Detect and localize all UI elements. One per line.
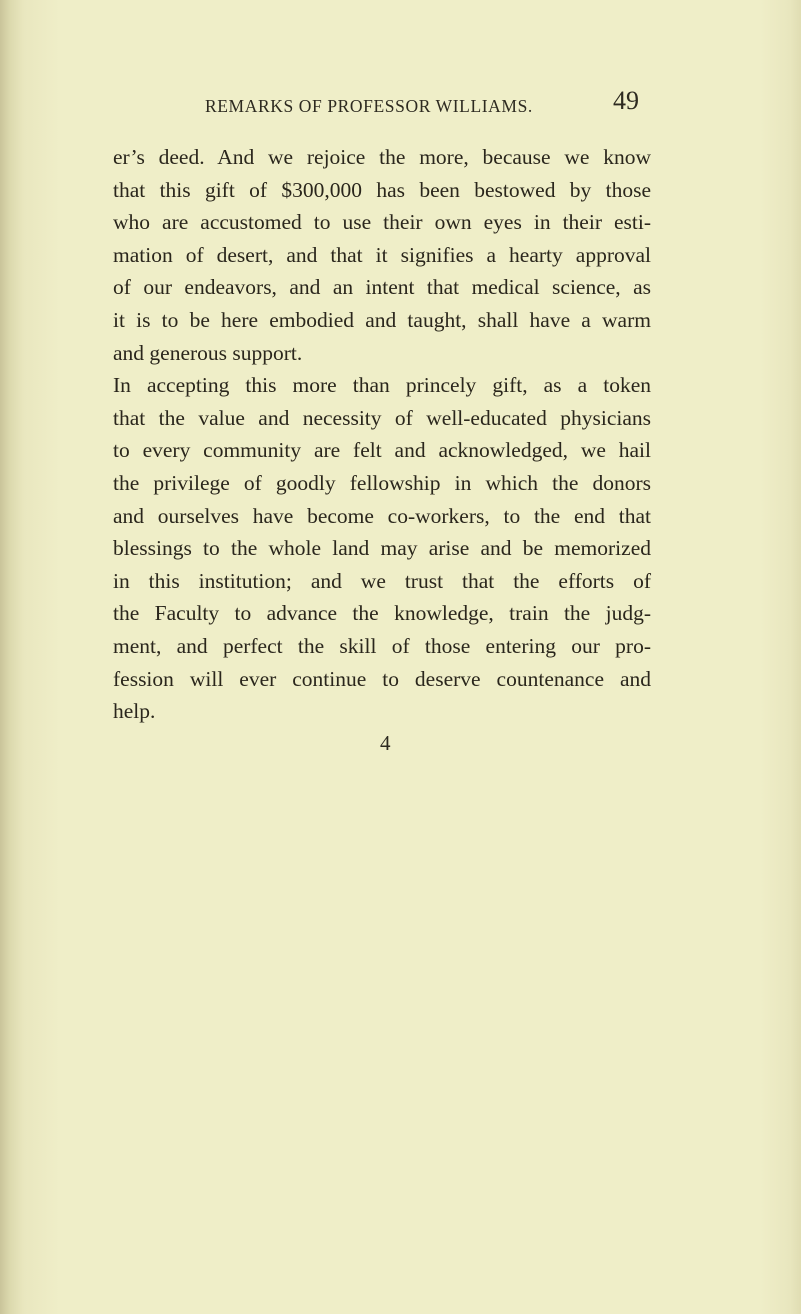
text-line: who are accustomed to use their own eyes in their esti- bbox=[113, 210, 651, 235]
page-number: 49 bbox=[613, 86, 639, 115]
text-line: ment, and perfect the skill of those entering our pro- bbox=[113, 633, 651, 658]
text-line: mation of desert, and that it signifies a hearty approval bbox=[113, 242, 651, 267]
text-line: and generous support. bbox=[113, 340, 303, 365]
text-line: that this gift of $300,000 has been bestowed by those bbox=[113, 177, 651, 202]
text-line: blessings to the whole land may arise and be memorized bbox=[113, 536, 651, 561]
text-line: that the value and necessity of well-educated physicians bbox=[113, 405, 651, 430]
text-line: in this institution; and we trust that the efforts of bbox=[113, 568, 651, 593]
text-line: to every community are felt and acknowledged, we hail bbox=[113, 438, 651, 463]
text-line: fession will ever continue to deserve countenance and bbox=[113, 666, 651, 691]
text-line: help. bbox=[113, 699, 156, 724]
text-line: of our endeavors, and an intent that medical science, as bbox=[113, 275, 651, 300]
running-head: REMARKS OF PROFESSOR WILLIAMS. bbox=[205, 96, 533, 116]
body-text bbox=[113, 141, 651, 728]
signature-mark: 4 bbox=[380, 731, 391, 755]
text-line: and ourselves have become co-workers, to the end that bbox=[113, 503, 651, 528]
text-line: er’s deed. And we rejoice the more, because we know bbox=[113, 145, 651, 169]
text-line: the privilege of goodly fellowship in which the donors bbox=[113, 470, 651, 495]
text-line: In accepting this more than princely gift, as a token bbox=[113, 373, 651, 398]
text-line: the Faculty to advance the knowledge, train the judg- bbox=[113, 601, 651, 626]
text-line: it is to be here embodied and taught, shall have a warm bbox=[113, 307, 651, 332]
